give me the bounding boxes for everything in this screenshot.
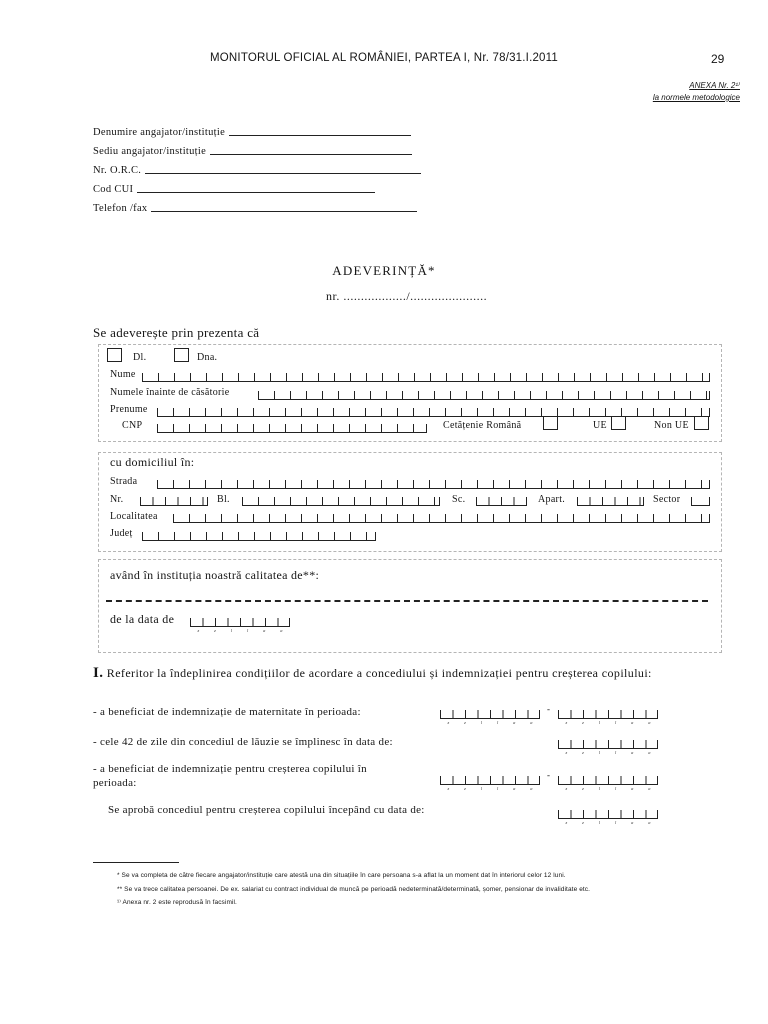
stair-label: Sc. xyxy=(452,494,466,505)
section1-heading xyxy=(93,665,708,682)
county-input[interactable] xyxy=(142,532,376,541)
sector-input[interactable] xyxy=(691,497,710,506)
stair-input[interactable] xyxy=(476,497,527,506)
annex-label: ANEXA Nr. 2¹⁾ xyxy=(689,81,740,90)
postnatal-text: - cele 42 de zile din concediul de lăuzie se împlinesc în data de: xyxy=(93,736,393,748)
employer-name-label: Denumire angajator/instituție xyxy=(93,127,226,138)
locality-input[interactable] xyxy=(173,514,710,523)
citizenship-ue-label: UE xyxy=(593,420,607,431)
citizenship-non-ue-checkbox[interactable] xyxy=(694,416,709,430)
cui-field[interactable] xyxy=(93,181,375,195)
approval-text: Se aprobă concediul pentru creșterea copilului începând cu data de: xyxy=(108,804,425,816)
employer-name-field[interactable] xyxy=(93,124,411,138)
surname-label: Nume xyxy=(110,369,136,380)
annex-subtitle: la normele metodologice xyxy=(652,93,740,102)
employer-name-line xyxy=(229,135,411,136)
maternity-start-date[interactable]: z z l l a a xyxy=(440,710,540,720)
phone-line xyxy=(151,211,417,212)
cnp-label: CNP xyxy=(122,420,143,431)
employer-seat-label: Sediu angajator/instituție xyxy=(93,146,207,157)
mrs-label: Dna. xyxy=(197,352,218,363)
maternity-text: - a beneficiat de indemnizație de maternitate în perioada: xyxy=(93,706,361,718)
cui-line xyxy=(137,192,375,193)
cnp-input[interactable] xyxy=(157,424,427,433)
maiden-name-label: Numele înainte de căsătorie xyxy=(110,387,230,398)
position-input-line[interactable] xyxy=(106,600,708,602)
firstname-label: Prenume xyxy=(110,404,148,415)
gazette-header: MONITORUL OFICIAL AL ROMÂNIEI, PARTEA I, Nr. 78/31.I.2011 xyxy=(210,52,558,64)
street-label: Strada xyxy=(110,476,138,487)
street-input[interactable] xyxy=(157,480,710,489)
address-heading: cu domiciliul în: xyxy=(110,455,195,469)
citizenship-ro-label: Cetățenie Română xyxy=(443,420,522,431)
section1-number: I. xyxy=(93,665,104,681)
document-title: ADEVERINȚĂ* xyxy=(332,263,436,278)
street-number-label: Nr. xyxy=(110,494,124,505)
locality-label: Localitatea xyxy=(110,511,158,522)
apartment-input[interactable] xyxy=(577,497,644,506)
street-number-input[interactable] xyxy=(140,497,208,506)
childcare-start-date[interactable]: z z l l a a xyxy=(440,776,540,786)
childcare-text-line2: perioada: xyxy=(93,777,137,789)
orc-line xyxy=(145,173,421,174)
orc-field[interactable] xyxy=(93,162,421,176)
childcare-end-date[interactable]: z z l l a a xyxy=(558,776,658,786)
footnote-divider xyxy=(93,862,179,863)
document-number-line[interactable]: nr. ................../...................... xyxy=(326,289,488,303)
maiden-name-input[interactable] xyxy=(258,391,710,400)
apartment-label: Apart. xyxy=(538,494,566,505)
county-label: Județ xyxy=(110,528,133,539)
mr-label: Dl. xyxy=(133,352,147,363)
page-number: 29 xyxy=(711,52,725,66)
phone-label: Telefon /fax xyxy=(93,203,148,214)
firstname-input[interactable] xyxy=(157,408,710,417)
block-input[interactable] xyxy=(242,497,440,506)
phone-field[interactable] xyxy=(93,200,417,214)
footnote-3: ¹⁾ Anexa nr. 2 este reprodusă în facsimil. xyxy=(117,899,237,906)
mrs-checkbox[interactable] xyxy=(174,348,189,362)
postnatal-end-date[interactable]: z z l l a a xyxy=(558,740,658,750)
mr-checkbox[interactable] xyxy=(107,348,122,362)
footnote-1: * Se va completa de către fiecare angajator/instituție care atestă una din situațiile în care persoana s-a aflat la un moment dat în interiorul celor 12 luni. xyxy=(117,872,566,879)
footnote-2: ** Se va trece calitatea persoanei. De ex. salariat cu contract individual de muncă pe perioadă nedeterminată/determinată, șomer, pensionar de invaliditate etc. xyxy=(117,886,591,893)
position-heading: având în instituția noastră calitatea de**: xyxy=(110,568,320,582)
citizenship-ue-checkbox[interactable] xyxy=(611,416,626,430)
employer-seat-line xyxy=(210,154,412,155)
childcare-text-line1: - a beneficiat de indemnizație pentru creșterea copilului în xyxy=(93,763,367,775)
childcare-range-dash: - xyxy=(547,770,550,780)
employer-seat-field[interactable] xyxy=(93,143,412,157)
maternity-range-dash: - xyxy=(547,704,550,714)
sector-label: Sector xyxy=(653,494,681,505)
intro-text: Se adeverește prin prezenta că xyxy=(93,325,260,340)
from-date-label: de la data de xyxy=(110,612,175,626)
block-label: Bl. xyxy=(217,494,230,505)
section1-title: Referitor la îndeplinirea condițiilor de acordare a concediului și indemnizației pentru creșterea copilului: xyxy=(106,666,652,680)
approval-start-date[interactable]: z z l l a a xyxy=(558,810,658,820)
citizenship-non-ue-label: Non UE xyxy=(654,420,689,431)
cui-label: Cod CUI xyxy=(93,184,134,195)
from-date-input[interactable]: z z l l a a xyxy=(190,618,290,628)
surname-input[interactable] xyxy=(142,373,710,382)
maternity-end-date[interactable]: z z l l a a xyxy=(558,710,658,720)
orc-label: Nr. O.R.C. xyxy=(93,165,142,176)
citizenship-ro-checkbox[interactable] xyxy=(543,416,558,430)
